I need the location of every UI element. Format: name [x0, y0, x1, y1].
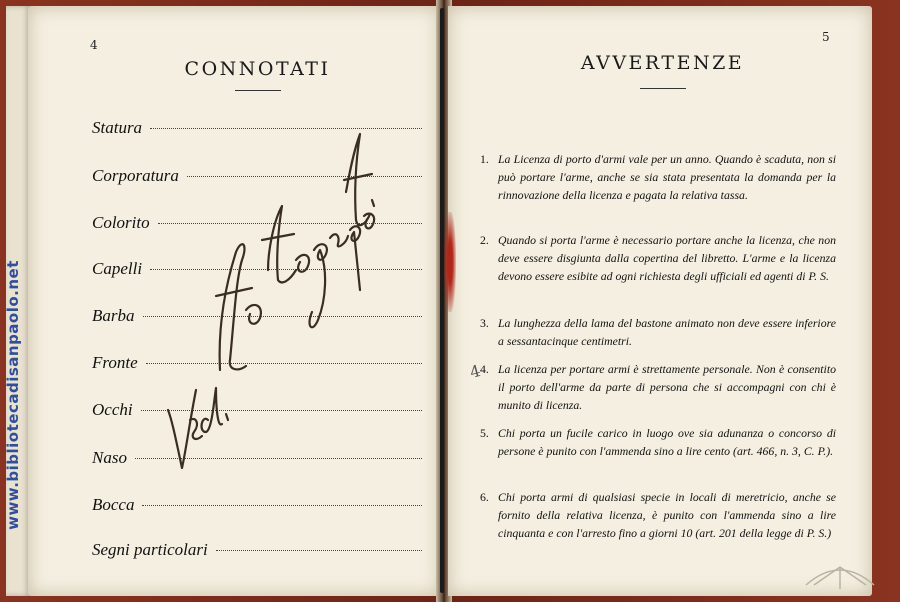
- notice-number: 5.: [480, 426, 489, 440]
- field-label: Capelli: [92, 259, 143, 278]
- right-page-title: AVVERTENZE: [580, 52, 745, 74]
- page-number-right: 5: [822, 30, 830, 44]
- field-row: [92, 495, 422, 515]
- notice-text: La licenza per portare armi è strettamente personale. Non è consentito il porto dell'arme da parte di persona che si accompagni con chi è munito di licenza.: [498, 362, 836, 412]
- notice-number: 3.: [480, 316, 489, 330]
- notice-item: [480, 314, 836, 350]
- field-label: Occhi: [92, 400, 133, 419]
- field-dotted-line: [142, 504, 422, 506]
- field-label: Colorito: [92, 213, 150, 232]
- notice-item: [480, 231, 836, 285]
- left-page-title: CONNOTATI: [184, 58, 331, 80]
- field-row: [92, 540, 422, 560]
- notice-item: [480, 488, 836, 542]
- notice-text: Quando si porta l'arme è necessario portare anche la licenza, che non deve essere disgiunta dalla copertina del libretto. L'arme e la licenza devono essere esibite ad ogni richiesta degli ufficiali ed agenti di P. S.: [498, 233, 836, 283]
- notice-item: [480, 360, 836, 414]
- field-label: Bocca: [92, 495, 135, 514]
- field-label: Barba: [92, 306, 135, 325]
- notice-number: 4.: [480, 362, 489, 376]
- notice-text: La Licenza di porto d'armi vale per un anno. Quando è scaduta, non si può portare l'arme, anche se sia stata presentata la domanda per la rinnovazione della licenza e pagata la relativa tassa.: [498, 152, 836, 202]
- page-number-left: 4: [90, 38, 98, 52]
- notice-text: Chi porta armi di qualsiasi specie in locali di meretricio, anche se fornito della relativa licenza, è punito con l'ammenda sino a lire cinquanta e con l'arresto fino a giorni 10 (art. 201 della legge di P. S.): [498, 490, 836, 540]
- watermark: [2, 200, 24, 590]
- title-rule-right: [640, 88, 686, 89]
- notice-number: 1.: [480, 152, 489, 166]
- field-dotted-line: [216, 549, 422, 551]
- margin-mark: 4: [467, 361, 483, 382]
- notice-number: 6.: [480, 490, 489, 504]
- field-label: Naso: [92, 448, 127, 467]
- notice-number: 2.: [480, 233, 489, 247]
- field-label: Segni particolari: [92, 540, 208, 559]
- publisher-logo-icon: [800, 545, 880, 595]
- watermark-text: www.bibliotecadisanpaolo.net: [4, 260, 23, 530]
- title-rule-left: [235, 90, 281, 91]
- field-label: Statura: [92, 118, 143, 137]
- notice-text: La lunghezza della lama del bastone animato non deve essere inferiore a sessantacinque centimetri.: [498, 316, 836, 348]
- field-label: Fronte: [92, 353, 138, 372]
- field-label: Corporatura: [92, 166, 179, 185]
- notice-item: [480, 424, 836, 460]
- notice-text: Chi porta un fucile carico in luogo ove sia adunanza o concorso di persone è punito con l'ammenda sino a lire cento (art. 466, n. 3, C. P.).: [498, 426, 836, 458]
- wax-stain: [444, 212, 456, 312]
- handwritten-note: [150, 120, 380, 480]
- notice-item: [480, 150, 836, 204]
